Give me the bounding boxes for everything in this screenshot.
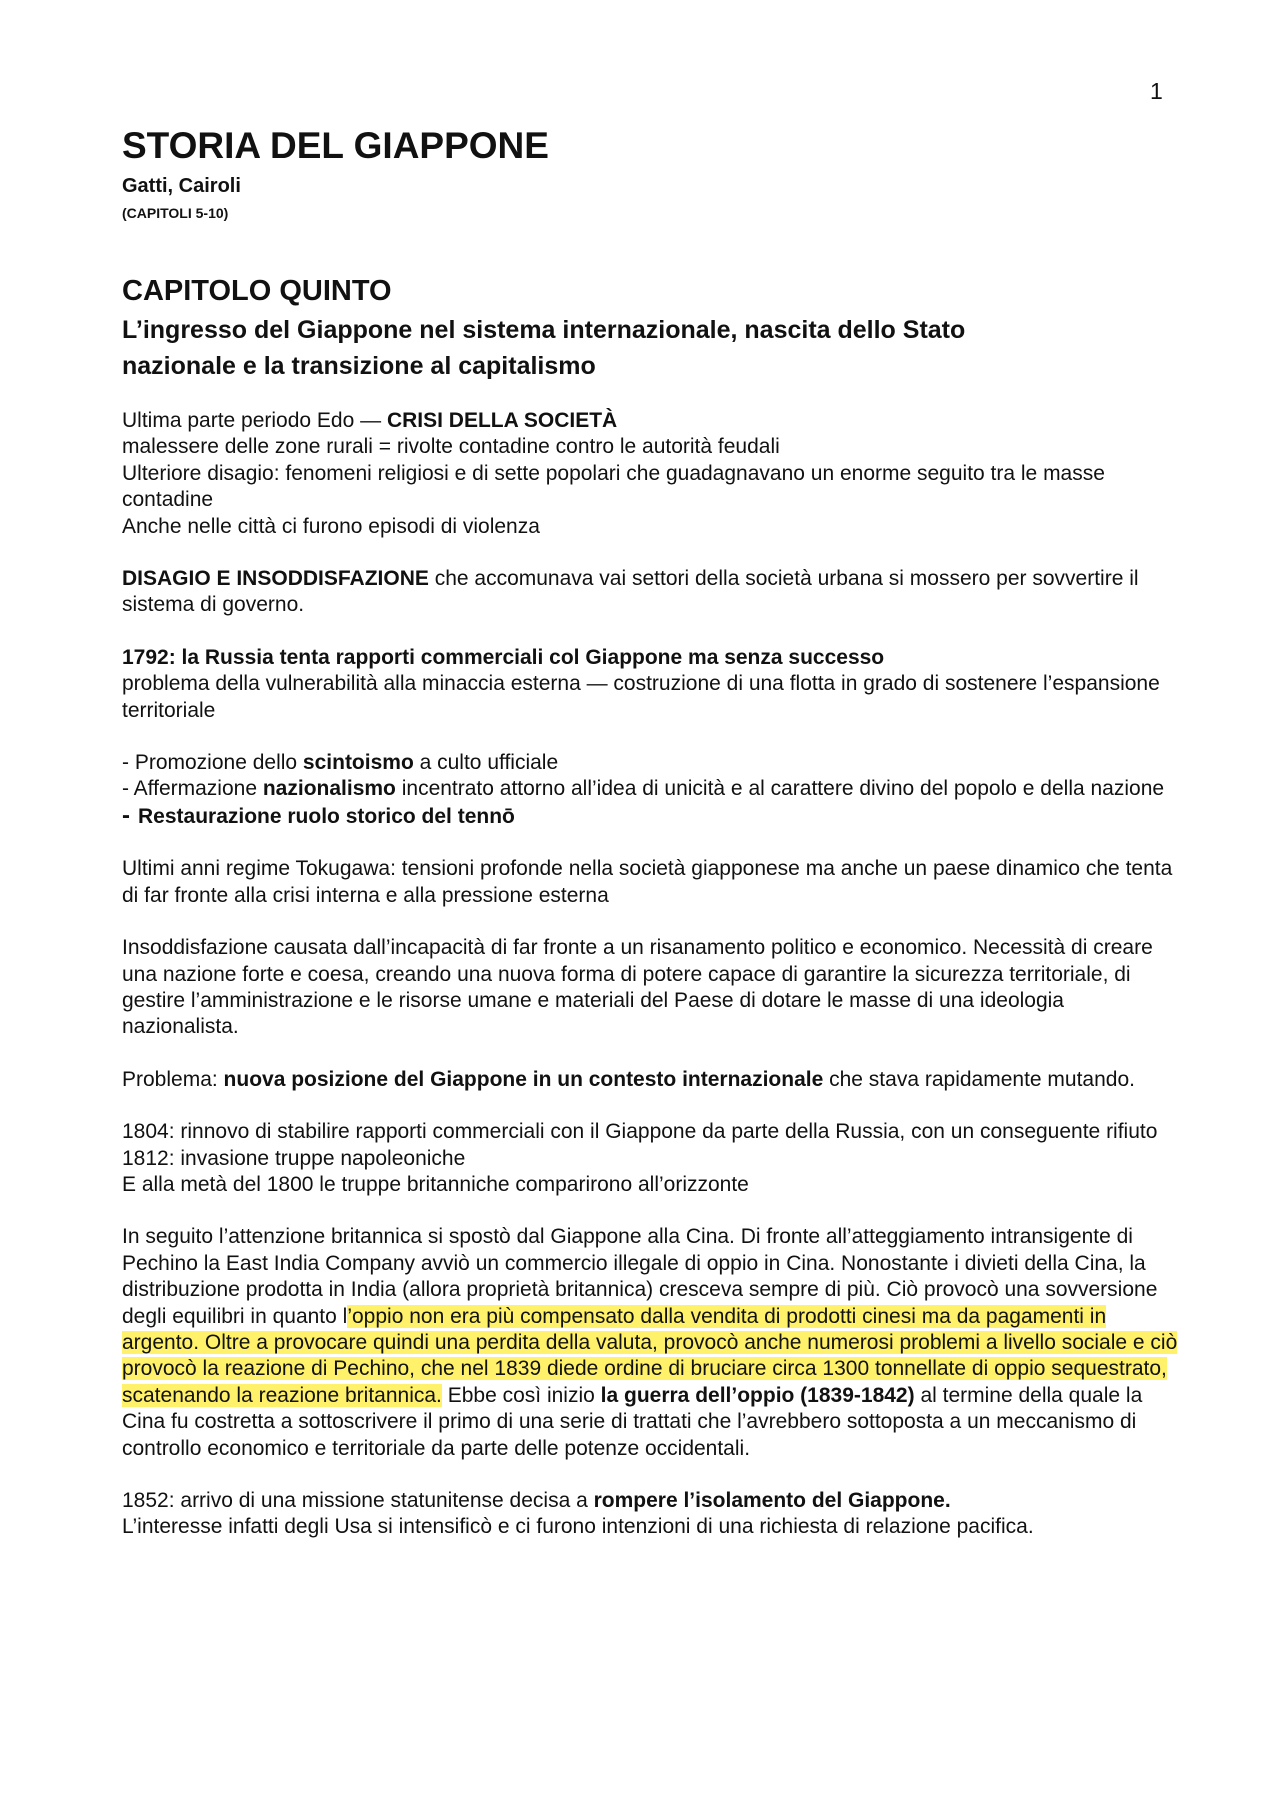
paragraph-line (122, 1067, 1182, 1093)
paragraph-insoddisfazione (122, 935, 1182, 1041)
paragraph-line: 1804: rinnovo di stabilire rapporti commerciali con il Giappone da parte della Russia, con un conseguente rifiuto (122, 1120, 1158, 1144)
page-number: 1 (1150, 78, 1163, 104)
list-item (122, 803, 1182, 830)
bold-run: CRISI DELLA SOCIETÀ (386, 409, 618, 432)
chapter-subtitle (122, 312, 1182, 384)
text-run: incentrato attorno all’idea di unicità e al carattere divino del popolo e della nazione (395, 777, 1165, 801)
bullet-dash: - (122, 801, 130, 829)
list-item (122, 750, 1182, 776)
text-run: al termine della quale la Cina fu costretta a sottoscrivere il primo di una serie di trattati che l’avrebbero sottoposta a un meccanismo di controllo economico e territoriale da parte delle potenze occidentali. (122, 1383, 1143, 1460)
bold-run: DISAGIO E INSODDISFAZIONE (122, 567, 429, 591)
paragraph-1852 (122, 1488, 1182, 1541)
paragraph-line: L’interesse infatti degli Usa si intensificò e ci furono intenzioni di una richiesta di relazione pacifica. (122, 1515, 1034, 1539)
chapter-subtitle-line-2: nazionale e la transizione al capitalismo (122, 352, 596, 380)
text-run: - Promozione dello (122, 751, 303, 775)
text-run: che accomunava vai settori della società urbana si mossero per sovvertire il sistema di governo. (122, 567, 1139, 617)
bold-run: scintoismo (302, 751, 414, 775)
text-run: Ultima parte periodo Edo — (122, 409, 387, 432)
paragraph-line: Anche nelle città ci furono episodi di violenza (122, 514, 540, 538)
paragraph-cronologia (122, 1119, 1182, 1198)
paragraph-line: 1812: invasione truppe napoleoniche (122, 1146, 466, 1170)
bold-run: la guerra dell’oppio (1839-1842) (600, 1383, 915, 1407)
chapter-subtitle-line-1: L’ingresso del Giappone nel sistema internazionale, nascita dello Stato (122, 316, 966, 344)
text-run: - Affermazione (122, 777, 263, 801)
bold-run: 1792: la Russia tenta rapporti commerciali col Giappone ma senza successo (122, 645, 885, 669)
paragraph-tokugawa (122, 856, 1182, 909)
paragraph-line: malessere delle zone rurali = rivolte contadine contro le autorità feudali (122, 435, 780, 459)
chapter-heading: CAPITOLO QUINTO (122, 275, 392, 307)
paragraph-line (122, 408, 1182, 434)
highlighted-text: ’oppio non era più compensato dalla vendita di prodotti cinesi ma da pagamenti in argento. Oltre a provocare quindi una perdita della valuta, provocò anche numerosi problemi a livello sociale e ciò provocò la reazione di Pechino, che nel 1839 diede ordine di bruciare circa 1300 tonnellate di oppio sequestrato, scatenando la reazione britannica. (122, 1304, 1178, 1407)
bold-run: nazionalismo (262, 777, 396, 801)
text-run: 1852: arrivo di una missione statunitense decisa a (122, 1489, 594, 1512)
paragraph-crisi-societa (122, 408, 1182, 540)
paragraph-disagio (122, 566, 1182, 619)
paragraph-line: problema della vulnerabilità alla minaccia esterna — costruzione di una flotta in grado di sostenere l’espansione territoriale (122, 672, 1160, 722)
text-run: Problema: (122, 1067, 224, 1091)
paragraph-guerra-oppio (122, 1224, 1182, 1462)
document-body (122, 124, 1182, 1541)
list-ideologia (122, 750, 1182, 830)
text-run: In seguito l’attenzione britannica si spostò dal Giappone alla Cina. Di fronte all’atteggiamento intransigente di Pechino la East India Company avviò un commercio illegale di oppio in Cina. Nonostante i divieti della Cina, la distribuzione prodotta in India (allora proprietà britannica) cresceva sempre di più. Ciò provocò una sovversione degli equilibri in quanto l (122, 1225, 1158, 1328)
paragraph-line: E alla metà del 1800 le truppe britanniche comparirono all’orizzonte (122, 1172, 749, 1196)
text-run: Ebbe così inizio (441, 1383, 601, 1407)
paragraph-1792 (122, 645, 1182, 724)
paragraph-line (122, 1488, 1182, 1514)
document-title: STORIA DEL GIAPPONE (122, 125, 549, 166)
paragraph-line: Ultimi anni regime Tokugawa: tensioni profonde nella società giapponese ma anche un paese dinamico che tenta di far fronte alla crisi interna e alla pressione esterna (122, 857, 1173, 907)
document-chapters-range: (CAPITOLI 5-10) (122, 205, 229, 221)
paragraph-line (122, 566, 1182, 619)
paragraph-problema (122, 1067, 1182, 1093)
list-item (122, 776, 1182, 802)
text-run: a culto ufficiale (413, 751, 559, 775)
paragraph-line (122, 1224, 1182, 1462)
paragraph-line: Insoddisfazione causata dall’incapacità di far fronte a un risanamento politico e economico. Necessità di creare una nazione forte e coesa, creando una nuova forma di potere capace di garantire la sicurezza territoriale, di gestire l’amministrazione e le risorse umane e materiali del Paese di dotare le masse di una ideologia nazionalista. (122, 936, 1153, 1039)
bold-run: Restaurazione ruolo storico del tennō (138, 804, 515, 828)
paragraph-line: Ulteriore disagio: fenomeni religiosi e di sette popolari che guadagnavano un enorme seguito tra le masse contadine (122, 461, 1105, 512)
text-run: che stava rapidamente mutando. (823, 1067, 1135, 1091)
bold-run: rompere l’isolamento del Giappone. (593, 1489, 951, 1512)
paragraph-line (122, 645, 1182, 671)
bold-run: nuova posizione del Giappone in un contesto internazionale (223, 1067, 824, 1091)
document-authors: Gatti, Cairoli (122, 175, 241, 197)
